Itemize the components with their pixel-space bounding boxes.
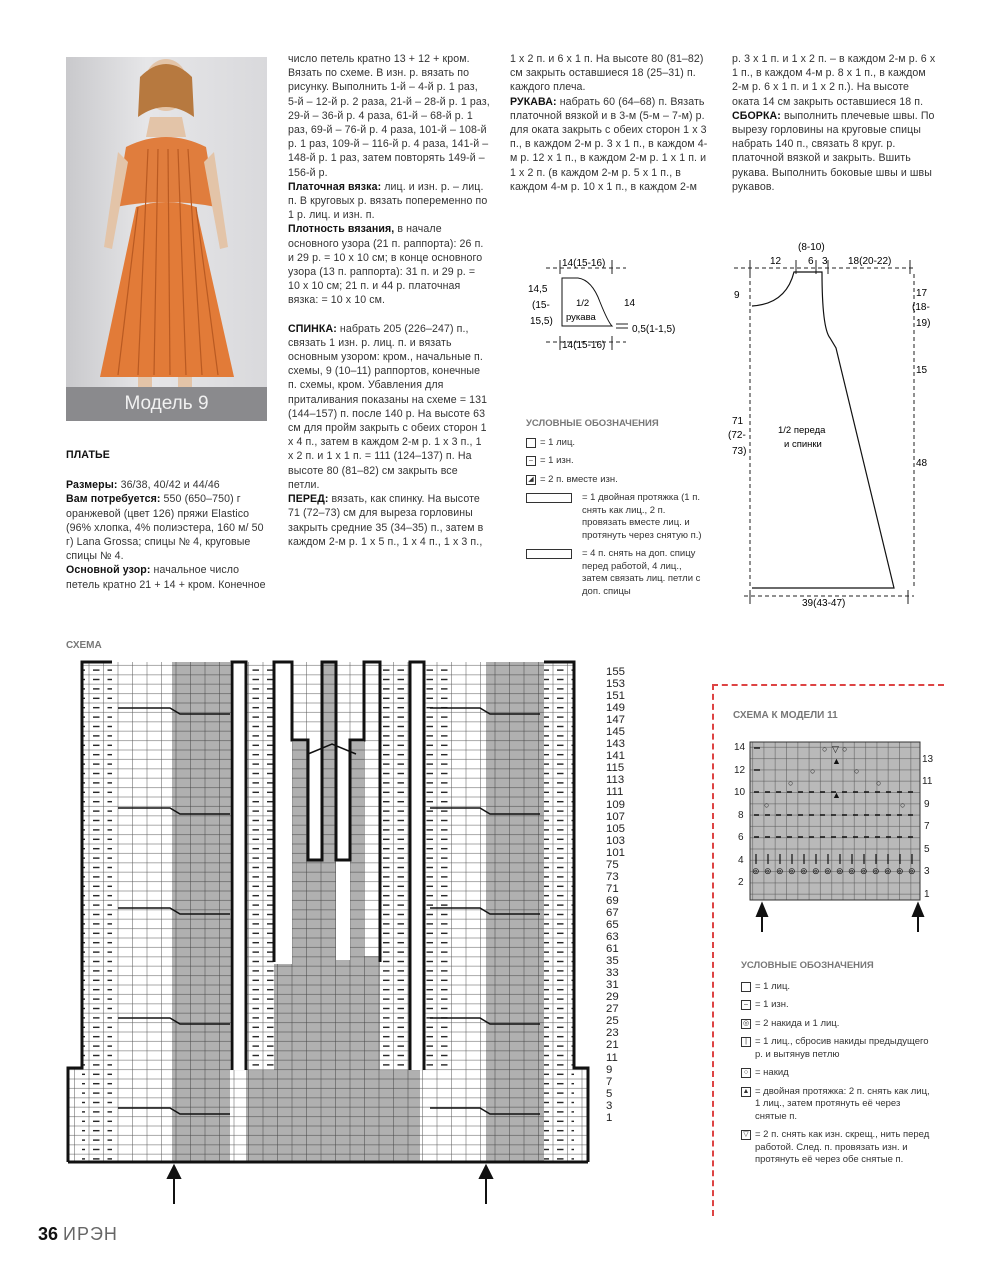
legend-1 — [526, 418, 706, 604]
front-label: ПЕРЕД: — [288, 493, 329, 506]
body-pattern-diagram — [724, 238, 944, 616]
front-text: вязать, как спинку. На высоте 71 (72–73) см для выреза горловины закрыть средние 35 (34–35) п., затем в каждом 2-м р. 1 х 5 п., 1 х 4 п., 1 х 3 п., — [288, 493, 484, 548]
row-label: 23 — [606, 1027, 619, 1040]
model-11-right-label: 11 — [922, 776, 933, 787]
svg-text:▲: ▲ — [832, 756, 841, 766]
svg-text:○: ○ — [822, 744, 828, 754]
body-right-48: 48 — [916, 458, 928, 469]
sleeve-left-dim-1: 14,5 — [528, 284, 548, 295]
model-11-left-label: 8 — [738, 810, 744, 821]
legend-2-item: – = 1 изн. — [741, 999, 933, 1012]
materials-label: Вам потребуется: — [66, 493, 161, 506]
column-2 — [288, 52, 490, 549]
row-label: 109 — [606, 798, 626, 811]
svg-text:⊚: ⊚ — [752, 866, 760, 876]
sleeve-cont-text: р. 3 х 1 п. и 1 х 2 п. – в каждом 2-м р. 6 х 1 п., в каждом 4-м р. 8 х 1 п., в каждом 2-м р. 6 х 1 п. и 1 х 2 п.). На высоте оката 14 см закрыть оставшиеся 18 п. — [732, 53, 936, 108]
knitting-chart-model-11 — [730, 736, 940, 936]
svg-text:⊚: ⊚ — [812, 866, 820, 876]
materials-text: 550 (650–750) г оранжевой (цвет 126) пряжи Elastico (96% хлопка, 4% полиэстера, 160 м/ 50 г) Lana Grossa; спицы № 4, круговые спицы № 4. — [66, 493, 264, 563]
body-label-1: 1/2 переда — [778, 425, 826, 436]
legend-2-item: ▽ = 2 п. снять как изн. скрещ., нить перед работой. След. п. провязать изн. и протянуть её через обе снятые п. — [741, 1129, 933, 1167]
svg-text:⊚: ⊚ — [788, 866, 796, 876]
svg-text:○: ○ — [788, 778, 794, 788]
body-top-dim-4: 18(20-22) — [848, 256, 892, 267]
row-label: 105 — [606, 822, 626, 835]
model-11-left-label: 4 — [738, 855, 744, 866]
magazine-brand: ИРЭН — [63, 1224, 118, 1244]
model-11-right-label: 9 — [924, 799, 930, 810]
row-label: 3 — [606, 1099, 613, 1112]
garter-label: Платочная вязка: — [288, 180, 382, 193]
gauge-text: в начале основного узора (21 п. раппорта): 26 п. и 29 р. = 10 х 10 см; в конце основного узора (13 п. раппорта): 31 п. и 29 р. = 10 х 10 см; 21 п. и 44 р. платочная вязка: = 10 х 10 см. — [288, 223, 484, 307]
svg-text:○: ○ — [854, 766, 860, 776]
knit-symbol-icon — [741, 982, 751, 992]
svg-text:○: ○ — [900, 800, 906, 810]
svg-text:⊚: ⊚ — [860, 866, 868, 876]
column-1 — [66, 448, 269, 592]
svg-text:▲: ▲ — [832, 790, 841, 800]
pattern-rows-text: число петель кратно 13 + 12 + кром. Вязать по схеме. В изн. р. вязать по рисунку. Выполнить 1-й – 4-й р. 1 раз, 5-й – 12-й р. 2 раза, 21-й – 28-й р. 1 раз, 29-й – 36-й р. 4 раза, 61-й – 68-й р. 1 раз, 69-й – 76-й р. 4 раза, 101-й – 108-й р. 1 раз, 109-й – 116-й р. 4 раза, 141-й – 148-й р. 1 раз, затем повторять 149-й – 156-й р. — [288, 53, 490, 179]
model-11-left-label: 6 — [738, 832, 744, 843]
legend-1-item: = 4 п. снять на доп. спицу перед работой, 4 лиц., затем связать лиц. петли с доп. спицы — [526, 548, 706, 598]
page-number: 36 — [38, 1224, 59, 1244]
svg-text:⊚: ⊚ — [896, 866, 904, 876]
legend-1-item: = 1 двойная протяжка (1 п. снять как лиц., 2 п. провязать вместе лиц. и протянуть через снятую п.) — [526, 492, 706, 542]
legend-1-item: = 1 лиц. — [526, 437, 706, 450]
legend-2-title: УСЛОВНЫЕ ОБОЗНАЧЕНИЯ — [741, 960, 874, 971]
svg-text:⊚: ⊚ — [872, 866, 880, 876]
assembly-text: выполнить плечевые швы. По вырезу горловины на круговые спицы набрать 140 п., связать 8 круг. р. платочной вязкой и закрыть. Вшить рукава. Выполнить боковые швы и швы рукавов. — [732, 109, 935, 193]
legend-2-item: ◎ = 2 накида и 1 лиц. — [742, 1017, 840, 1029]
back-text: набрать 205 (226–247) п., связать 1 изн. р. лиц. п. и вязать основным узором: кром., начальные п. схемы, 9 (10–11) раппортов, конечные п. схемы, кром. Убавления для приталивания показаны на схеме = 131 (144–157) п. после 140 р. На высоте 63 см для пройм закрыть с обеих сторон 1 х 4 п., затем в каждом 2-м р. 1 х 3 п., 1 х 2 п. и 1 х 1 п. = 111 (124–137) п. На высоте 80 (81–82) см закрыть все петли. — [288, 322, 488, 491]
body-top-dim-1: 12 — [770, 256, 782, 267]
row-label: 147 — [606, 714, 626, 727]
article-title: ПЛАТЬЕ — [66, 449, 110, 461]
cable-symbol-icon — [526, 549, 572, 559]
legend-2 — [741, 960, 933, 1173]
row-label: 7 — [606, 1075, 613, 1088]
body-top-dim-3: 3 — [822, 256, 828, 267]
model-11-right-label: 1 — [924, 889, 930, 900]
schema-11-title: СХЕМА К МОДЕЛИ 11 — [733, 710, 838, 721]
row-label: 35 — [606, 955, 619, 968]
svg-text:○: ○ — [842, 744, 848, 754]
row-label: 107 — [606, 810, 626, 823]
svg-text:⊚: ⊚ — [824, 866, 832, 876]
svg-text:○: ○ — [810, 766, 816, 776]
model-photo — [66, 57, 267, 421]
legend-2-item: | = 1 лиц., сбросив накиды предыдущего р. и вытянув петлю — [741, 1036, 933, 1061]
svg-text:⊚: ⊚ — [800, 866, 808, 876]
assembly-label: СБОРКА: — [732, 109, 781, 122]
legend-1-title: УСЛОВНЫЕ ОБОЗНАЧЕНИЯ — [526, 418, 659, 429]
row-label: 67 — [606, 906, 619, 919]
sleeve-left-dim-2: (15- — [532, 300, 550, 311]
main-pattern-text: начальное число петель кратно 21 + 14 + кром. Конечное — [66, 564, 266, 591]
sleeve-bottom-dim: 14(15-16) — [562, 340, 606, 351]
model-11-right-label: 13 — [922, 754, 934, 765]
row-label: 11 — [606, 1051, 618, 1064]
legend-1-item: – = 1 изн. — [526, 455, 706, 468]
row-label: 141 — [606, 750, 626, 763]
svg-text:○: ○ — [876, 778, 882, 788]
svg-text:⊚: ⊚ — [884, 866, 892, 876]
legend-2-item: ○ = накид — [741, 1067, 933, 1080]
body-right-dim-3: 19) — [916, 318, 931, 329]
double-decrease-symbol-icon — [526, 493, 572, 503]
row-label: 61 — [606, 943, 619, 956]
sleeve-label-1: 1/2 — [576, 298, 590, 309]
schema-row-labels — [606, 666, 632, 1124]
svg-text:⊚: ⊚ — [836, 866, 844, 876]
body-right-dim-2: (18- — [912, 302, 930, 313]
legend-2-item: ▲ = двойная протяжка: 2 п. снять как лиц, 1 лиц., затем протянуть её через снятые п. — [742, 1085, 930, 1122]
purl-symbol-icon: – — [741, 1000, 751, 1010]
svg-text:⊚: ⊚ — [848, 866, 856, 876]
purl-two-together-icon: ◢ — [526, 475, 536, 485]
sleeve-pattern-diagram — [520, 252, 710, 362]
sleeve-label-2: рукава — [566, 312, 596, 323]
sleeve-left-dim-3: 15,5) — [530, 316, 553, 327]
svg-text:⊚: ⊚ — [776, 866, 784, 876]
row-label: 111 — [606, 786, 624, 799]
photo-caption: Модель 9 — [66, 387, 267, 421]
garter-text: лиц. и изн. р. – лиц. п. В круговых р. вязать попеременно по 1 р. лиц. и изн. п. — [288, 180, 488, 222]
svg-text:⊚: ⊚ — [764, 866, 772, 876]
row-label: 75 — [606, 858, 619, 871]
row-label: 9 — [606, 1063, 613, 1076]
sleeve-text: набрать 60 (64–68) п. Вязать платочной вязкой и в 3-м (5-м – 7-м) р. для оката закрыть с обеих сторон 1 х 3 п., в каждом 2-м р. 3 х 1 п., в каждом 4-м р. 12 х 1 п., в каждом 2-м р. 1 х 1 п. и 1 х 2 п. (в каждом 2-м р. 5 х 1 п., в каждом 4-м р. 10 х 1 п., в каждом 2-м — [510, 95, 708, 193]
slip-twist-icon: ▽ — [741, 1130, 751, 1140]
row-label: 151 — [606, 690, 626, 703]
row-label: 1 — [606, 1111, 613, 1124]
row-label: 115 — [606, 762, 625, 775]
body-left-dim-1: 71 — [732, 416, 744, 427]
sleeve-top-dim: 14(15-16) — [562, 258, 606, 269]
svg-text:▽: ▽ — [832, 744, 839, 754]
body-top-dim-2: 6 — [808, 256, 814, 267]
sizes-text: 36/38, 40/42 и 44/46 — [120, 479, 220, 492]
row-label: 65 — [606, 918, 619, 931]
front-cont-text: 1 х 2 п. и 6 х 1 п. На высоте 80 (81–82) см закрыть оставшиеся 18 (25–31) п. каждого плеча. — [510, 53, 704, 94]
drop-yarn-over-icon: | — [741, 1037, 751, 1047]
row-label: 25 — [606, 1015, 619, 1028]
yarn-over-icon: ○ — [741, 1068, 751, 1078]
body-right-15: 15 — [916, 365, 928, 376]
sleeve-label: РУКАВА: — [510, 95, 557, 108]
body-left-dim-2: (72- — [728, 430, 746, 441]
sizes-label: Размеры: — [66, 479, 118, 492]
page-footer — [38, 1224, 118, 1245]
body-left-9: 9 — [734, 290, 740, 301]
main-pattern-label: Основной узор: — [66, 564, 151, 577]
schema-title: СХЕМА — [66, 640, 102, 651]
knit-symbol-icon — [526, 438, 536, 448]
model-11-left-label: 10 — [734, 787, 746, 798]
svg-text:⊚: ⊚ — [908, 866, 916, 876]
dress-illustration — [66, 57, 267, 387]
back-label: СПИНКА: — [288, 322, 337, 335]
row-label: 103 — [606, 834, 626, 847]
svg-text:○: ○ — [764, 800, 770, 810]
model-11-left-label: 12 — [734, 765, 746, 776]
column-3 — [510, 52, 714, 194]
row-label: 143 — [606, 738, 626, 751]
double-yarn-over-icon: ◎ — [742, 1019, 750, 1027]
row-label: 5 — [606, 1087, 613, 1100]
row-label: 27 — [606, 1003, 619, 1016]
body-top-center-dim: (8-10) — [798, 242, 825, 253]
row-label: 155 — [606, 666, 626, 678]
row-label: 69 — [606, 894, 619, 907]
model-11-right-label: 7 — [924, 821, 930, 832]
legend-2-item: = 1 лиц. — [741, 981, 933, 994]
row-label: 153 — [606, 678, 626, 691]
column-4 — [732, 52, 938, 194]
gauge-label: Плотность вязания, — [288, 223, 395, 236]
model-11-left-label: 14 — [734, 742, 746, 753]
sleeve-right-dim: 14 — [624, 298, 636, 309]
row-label: 21 — [606, 1039, 619, 1052]
body-left-dim-3: 73) — [732, 446, 747, 457]
body-label-2: и спинки — [784, 439, 822, 450]
row-label: 149 — [606, 702, 626, 715]
sleeve-cuff-dim: 0,5(1-1,5) — [632, 324, 676, 335]
row-label: 31 — [606, 979, 619, 992]
row-label: 113 — [606, 774, 625, 787]
body-right-dim-1: 17 — [916, 288, 928, 299]
row-label: 73 — [606, 870, 619, 883]
model-11-left-label: 2 — [738, 877, 744, 888]
row-label: 63 — [606, 931, 619, 944]
row-label: 145 — [606, 726, 626, 739]
legend-1-item: ◢ = 2 п. вместе изн. — [526, 474, 706, 487]
row-label: 101 — [606, 846, 626, 859]
row-label: 71 — [606, 882, 619, 895]
knitting-chart-main — [60, 656, 660, 1208]
double-decrease-icon: ▲ — [742, 1087, 750, 1095]
body-bottom-dim: 39(43-47) — [802, 598, 846, 609]
model-11-right-label: 3 — [924, 866, 930, 877]
model-11-right-label: 5 — [924, 844, 930, 855]
purl-symbol-icon: – — [526, 456, 536, 466]
row-label: 33 — [606, 967, 619, 980]
row-label: 29 — [606, 991, 619, 1004]
